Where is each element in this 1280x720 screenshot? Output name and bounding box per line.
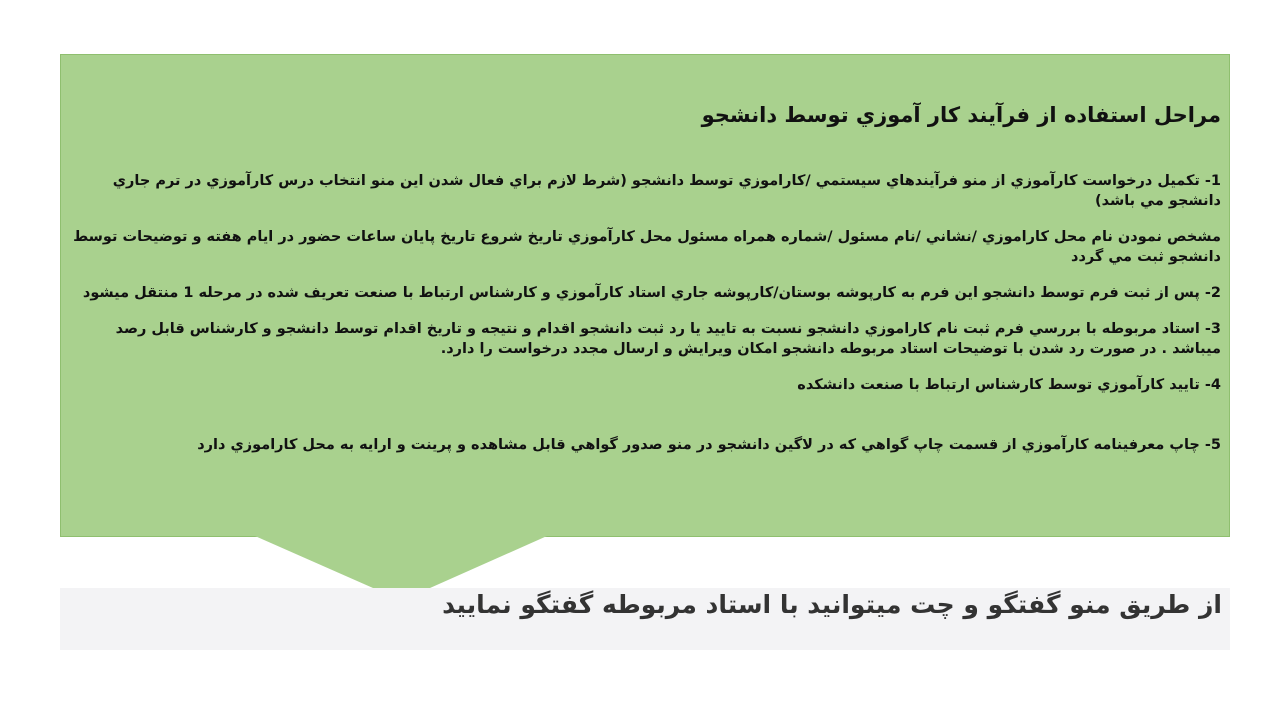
footer-banner <box>60 588 1230 650</box>
footer-text: از طريق منو گفتگو و چت ميتوانيد با استاد مربوطه گفتگو نماييد <box>442 590 1222 619</box>
step-3: 3- استاد مربوطه با بررسي فرم ثبت نام كاراموزي دانشجو نسبت به تاييد يا رد ثبت دانشجو اقدام و نتيجه و تاريخ اقدام توسط دانشجو و كارشناس قابل رصد ميباشد . در صورت رد شدن با توضيحات استاد مربوطه دانشجو امكان ويرايش و ارسال مجدد درخواست را دارد. <box>115 321 1221 357</box>
step-2: 2- پس از ثبت فرم توسط دانشجو اين فرم به كارپوشه بوستان/كارپوشه جاري استاد كارآموزي و كارشناس ارتباط با صنعت تعريف شده در مرحله 1 منتقل ميشود <box>82 285 1221 301</box>
step-1: 1- تكميل درخواست كارآموزي از منو فرآيندهاي سيستمي /كاراموزي توسط دانشجو (شرط لازم براي فعال شدن اين منو انتخاب درس كارآموزي در ترم جاري دانشجو مي باشد) <box>112 173 1221 209</box>
steps-list <box>73 171 1221 455</box>
step-5: 5- چاپ معرفينامه كارآموزي از قسمت چاپ گواهي كه در لاگين دانشجو در منو صدور گواهي قابل مشاهده و پرينت و ارايه به محل كاراموزي دارد <box>197 437 1221 453</box>
step-4: 4- تاييد كارآموزي توسط كارشناس ارتباط با صنعت دانشكده <box>797 377 1221 393</box>
callout-content <box>73 85 1221 471</box>
callout-box <box>60 54 1230 537</box>
slide-title: مراحل استفاده از فرآيند كار آموزي توسط دانشجو <box>701 103 1221 127</box>
step-1-details: مشخص نمودن نام محل كاراموزي /نشاني /نام مسئول /شماره همراه مسئول محل كارآموزي تاريخ شروع تاريخ پايان ساعات حضور در ايام هفته و توضيحات توسط دانشجو ثبت مي گردد <box>73 229 1221 265</box>
callout-pointer <box>255 536 547 588</box>
